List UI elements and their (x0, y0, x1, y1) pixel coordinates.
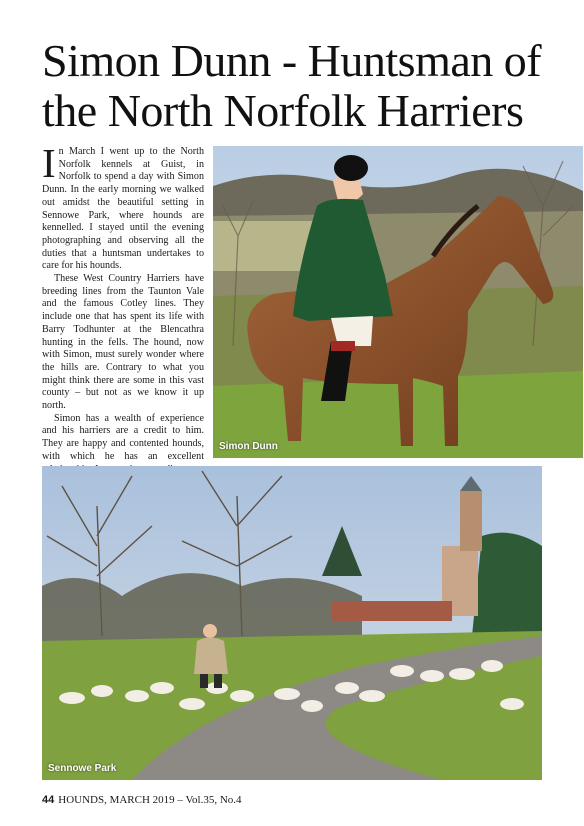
paragraph-1 (42, 140, 204, 273)
huntsman-photo (213, 146, 583, 458)
sennowe-park-photo-image (42, 466, 542, 780)
photo-caption-simon-dunn: Simon Dunn (219, 441, 278, 452)
page-footer (42, 794, 242, 806)
drop-cap: I (42, 140, 56, 186)
footer-publication: HOUNDS, MARCH 2019 – Vol.35, No.4 (58, 794, 242, 806)
paragraph-2: These West Country Harriers have breeding lines from the Taunton Vale and the famous Cotley lines. They include one that has spent its life with Barry Todhunter at the Blencathra hunting in the fells. The hound, now with Simon, must surely wonder where the hills are. Contrary to what you might think there are some in this vast county – but not as we know it up north. (42, 273, 204, 412)
huntsman-photo-image (213, 146, 583, 458)
page-number: 44 (42, 794, 55, 806)
article-title: Simon Dunn - Huntsman of the North Norfolk Harriers (42, 35, 542, 136)
sennowe-park-photo (42, 466, 542, 780)
paragraph-3: Simon has a wealth of experience and his harriers are a credit to him. They are happy and contented hounds, with which he has an excellent (42, 412, 204, 462)
photo-caption-sennowe-park: Sennowe Park (48, 763, 117, 774)
paragraph-1-text: n March I went up to the North Norfolk kennels at Guist, in Norfolk to spend a day with Simon Dunn. In the early morning we walked out amidst the beautiful setting in Sennowe Park, where hounds are kennelled. I stayed until the evening photographing and observing all the duties that a huntsman undertakes to care for his hounds. (42, 146, 204, 272)
article-body (42, 140, 204, 462)
